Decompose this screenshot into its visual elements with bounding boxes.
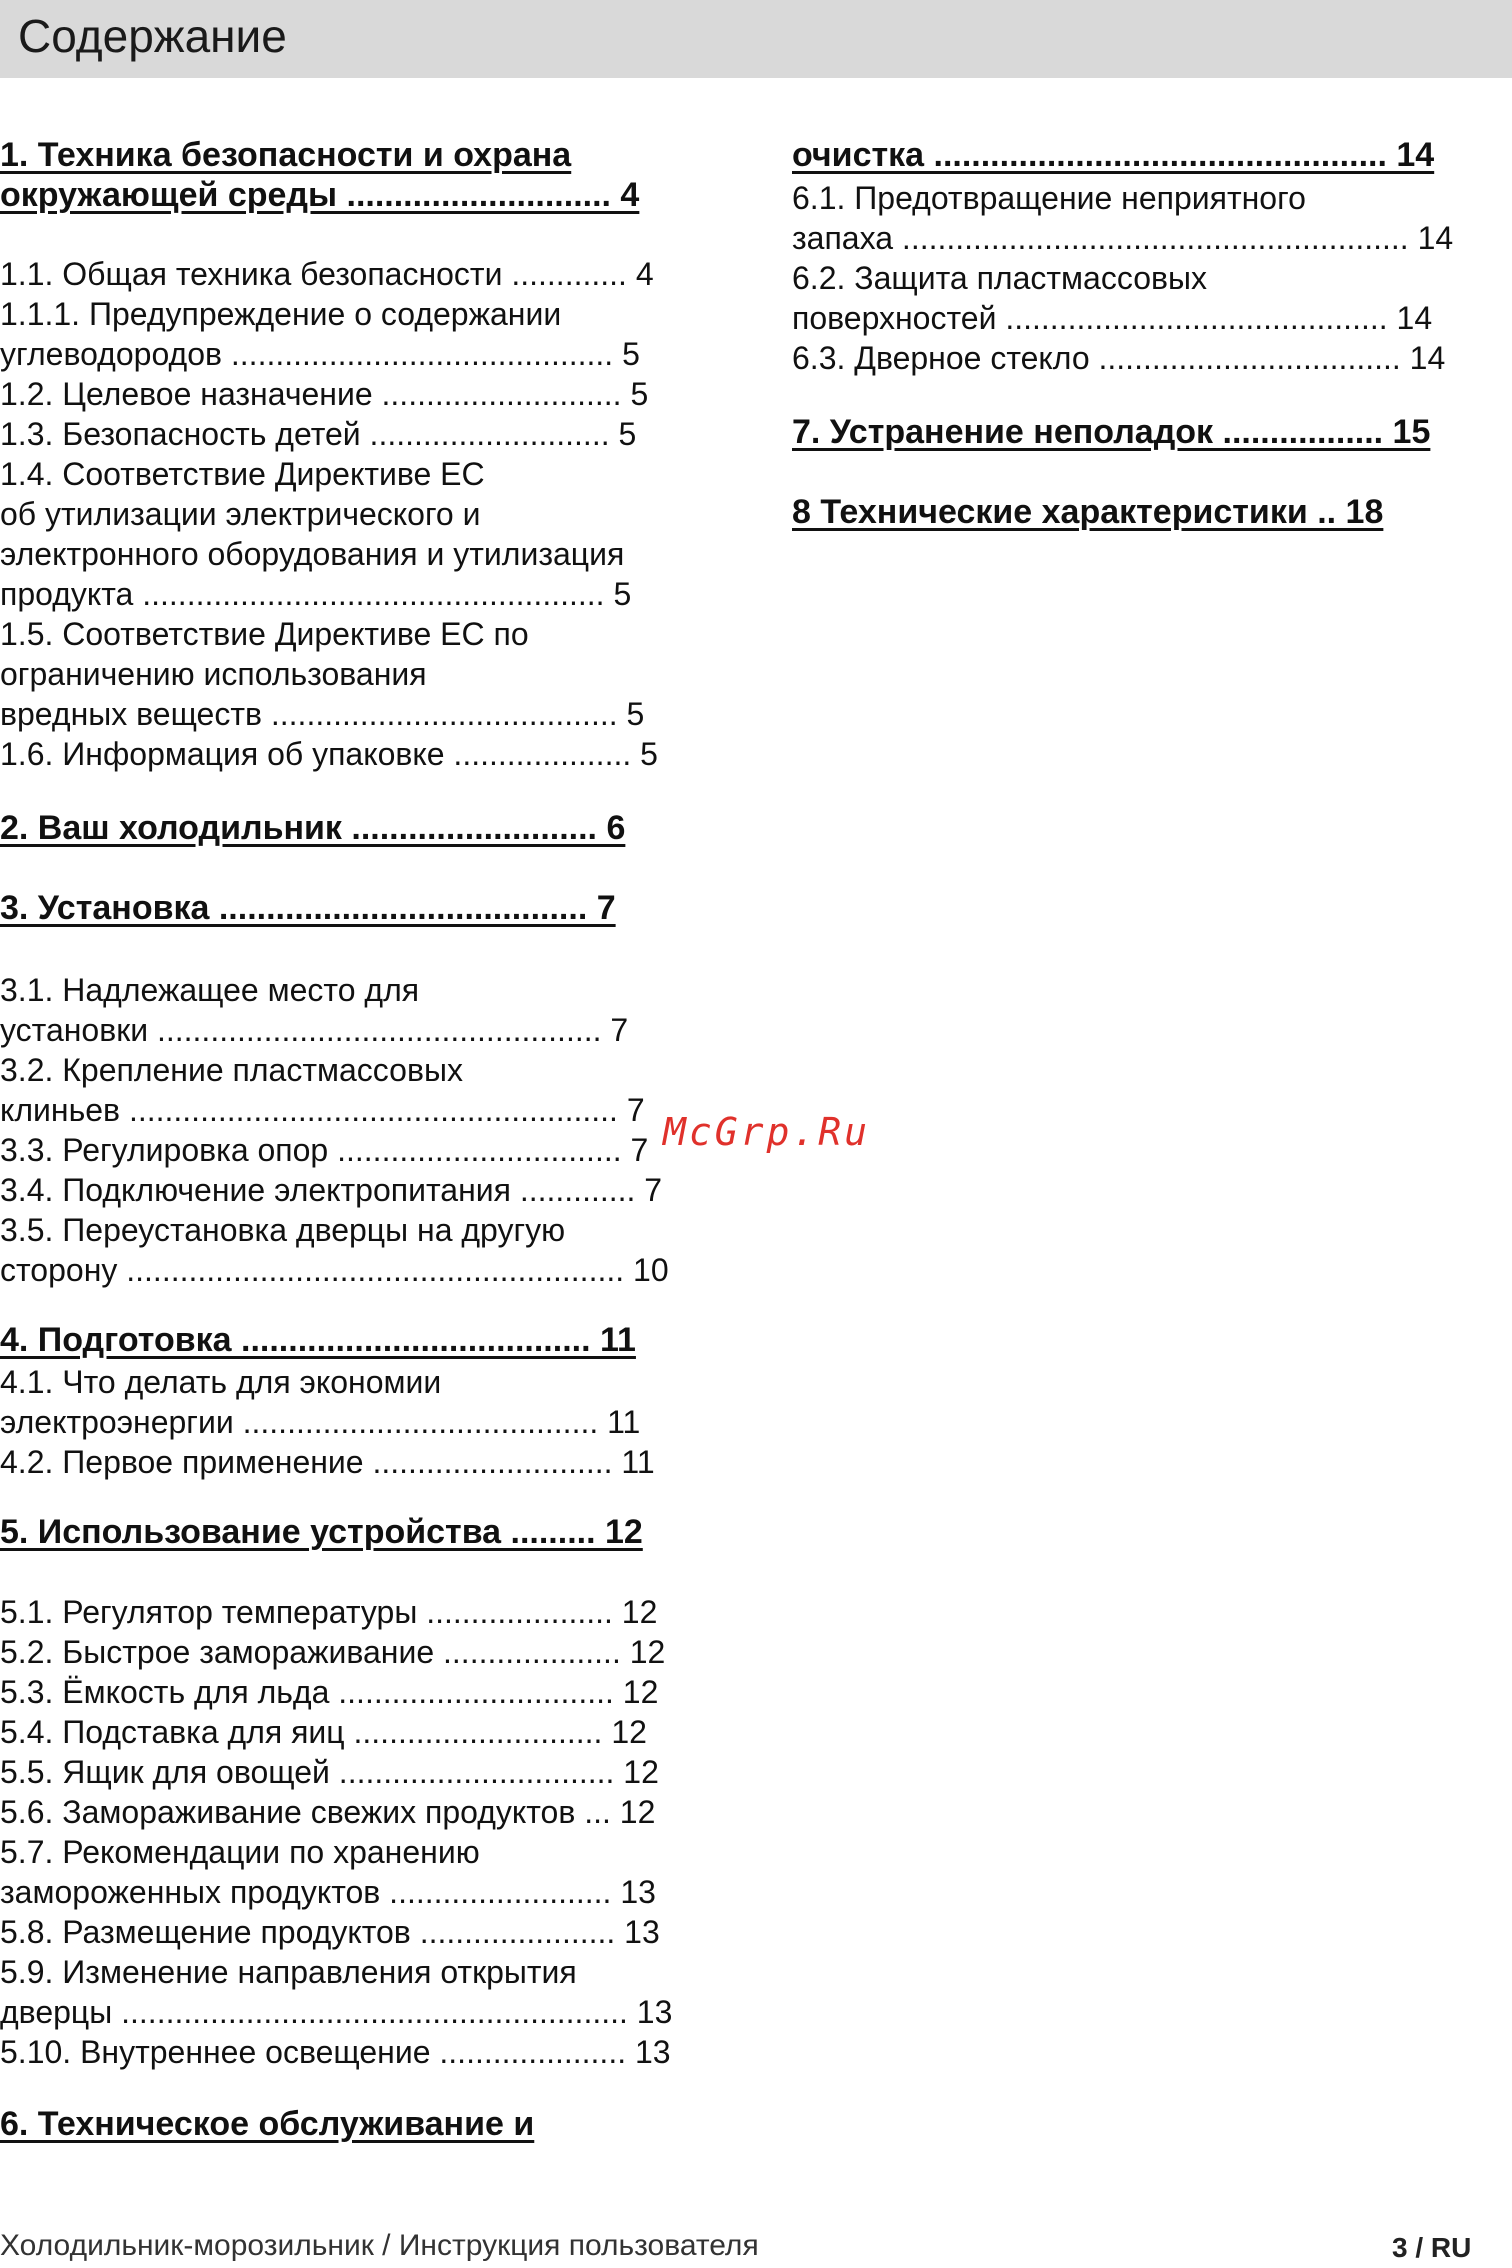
toc-item-4-1[interactable]: 4.1. Что делать для экономии (0, 1364, 442, 1400)
toc-item-1-4[interactable]: 1.4. Соответствие Директиве ЕС (0, 456, 485, 492)
toc-item-1-2[interactable]: 1.2. Целевое назначение ........................... 5 (0, 376, 649, 412)
toc-item-5-6[interactable]: 5.6. Замораживание свежих продуктов ... 12 (0, 1794, 656, 1830)
toc-item-5-5[interactable]: 5.5. Ящик для овощей ............................... 12 (0, 1754, 659, 1790)
toc-section-6[interactable]: 6. Техническое обслуживание и (0, 2105, 535, 2143)
toc-item-6-1-cont[interactable]: запаха ......................................................... 14 (792, 220, 1454, 256)
toc-item-3-3[interactable]: 3.3. Регулировка опор ................................ 7 (0, 1132, 649, 1168)
toc-item-1-1-1[interactable]: 1.1.1. Предупреждение о содержании (0, 296, 562, 332)
toc-item-5-4[interactable]: 5.4. Подставка для яиц ............................ 12 (0, 1714, 647, 1750)
toc-item-5-7[interactable]: 5.7. Рекомендации по хранению (0, 1834, 480, 1870)
footer-title: Холодильник-морозильник / Инструкция пользователя (0, 2229, 759, 2262)
toc-section-8[interactable]: 8 Технические характеристики .. 18 (792, 493, 1384, 531)
toc-item-3-4[interactable]: 3.4. Подключение электропитания ............. 7 (0, 1172, 663, 1208)
toc-item-1-1-1-cont[interactable]: углеводородов ........................................... 5 (0, 336, 640, 372)
toc-item-3-2-cont[interactable]: клиньев ....................................................... 7 (0, 1092, 645, 1128)
toc-section-2[interactable]: 2. Ваш холодильник .......................... 6 (0, 809, 626, 847)
toc-item-5-8[interactable]: 5.8. Размещение продуктов ...................... 13 (0, 1914, 660, 1950)
toc-section-1-cont[interactable]: окружающей среды ............................ 4 (0, 176, 640, 214)
toc-item-4-2[interactable]: 4.2. Первое применение ........................... 11 (0, 1444, 655, 1480)
toc-section-3[interactable]: 3. Установка ....................................... 7 (0, 889, 616, 927)
toc-section-7[interactable]: 7. Устранение неполадок ................. 15 (792, 413, 1431, 451)
page-title: Содержание (18, 10, 287, 62)
toc-item-4-1-cont[interactable]: электроэнергии ........................................ 11 (0, 1404, 641, 1440)
toc-section-6-cont[interactable]: очистка ................................................ 14 (792, 136, 1435, 174)
toc-item-5-1[interactable]: 5.1. Регулятор температуры ..................... 12 (0, 1594, 658, 1630)
toc-item-3-1-cont[interactable]: установки .................................................. 7 (0, 1012, 629, 1048)
toc-item-1-4-cont[interactable]: об утилизации электрического и (0, 496, 481, 532)
toc-item-1-6[interactable]: 1.6. Информация об упаковке .................... 5 (0, 736, 658, 772)
toc-item-1-1[interactable]: 1.1. Общая техника безопасности ............. 4 (0, 256, 654, 292)
toc-item-6-1[interactable]: 6.1. Предотвращение неприятного (792, 180, 1306, 216)
toc-item-1-4-cont[interactable]: продукта .................................................... 5 (0, 576, 632, 612)
toc-item-6-2-cont[interactable]: поверхностей ........................................... 14 (792, 300, 1433, 336)
toc-item-5-2[interactable]: 5.2. Быстрое замораживание .................... 12 (0, 1634, 666, 1670)
footer-page-number: 3 / RU (1392, 2232, 1472, 2263)
toc-item-1-5-cont[interactable]: ограничению использования (0, 656, 427, 692)
toc-item-5-10[interactable]: 5.10. Внутреннее освещение ..................... 13 (0, 2034, 671, 2070)
toc-item-5-7-cont[interactable]: замороженных продуктов ......................... 13 (0, 1874, 656, 1910)
toc-section-1[interactable]: 1. Техника безопасности и охрана (0, 136, 572, 174)
toc-item-3-1[interactable]: 3.1. Надлежащее место для (0, 972, 420, 1008)
toc-item-3-5[interactable]: 3.5. Переустановка дверцы на другую (0, 1212, 566, 1248)
toc-section-5[interactable]: 5. Использование устройства ......... 12 (0, 1513, 643, 1551)
toc-section-4[interactable]: 4. Подготовка ..................................... 11 (0, 1321, 636, 1359)
toc-item-5-9-cont[interactable]: дверцы ......................................................... 13 (0, 1994, 673, 2030)
toc-item-6-2[interactable]: 6.2. Защита пластмассовых (792, 260, 1207, 296)
toc-item-3-5-cont[interactable]: сторону ........................................................ 10 (0, 1252, 669, 1288)
toc-item-1-5-cont[interactable]: вредных веществ ....................................... 5 (0, 696, 645, 732)
toc-item-5-3[interactable]: 5.3. Ёмкость для льда ............................... 12 (0, 1674, 659, 1710)
toc-item-1-4-cont[interactable]: электронного оборудования и утилизация (0, 536, 625, 572)
toc-item-1-5[interactable]: 1.5. Соответствие Директиве ЕС по (0, 616, 529, 652)
toc-item-1-3[interactable]: 1.3. Безопасность детей ........................... 5 (0, 416, 637, 452)
toc-item-3-2[interactable]: 3.2. Крепление пластмассовых (0, 1052, 463, 1088)
watermark-text: McGrp.Ru (663, 1110, 871, 1154)
toc-item-6-3[interactable]: 6.3. Дверное стекло .................................. 14 (792, 340, 1446, 376)
page-header (0, 0, 1512, 78)
toc-item-5-9[interactable]: 5.9. Изменение направления открытия (0, 1954, 577, 1990)
